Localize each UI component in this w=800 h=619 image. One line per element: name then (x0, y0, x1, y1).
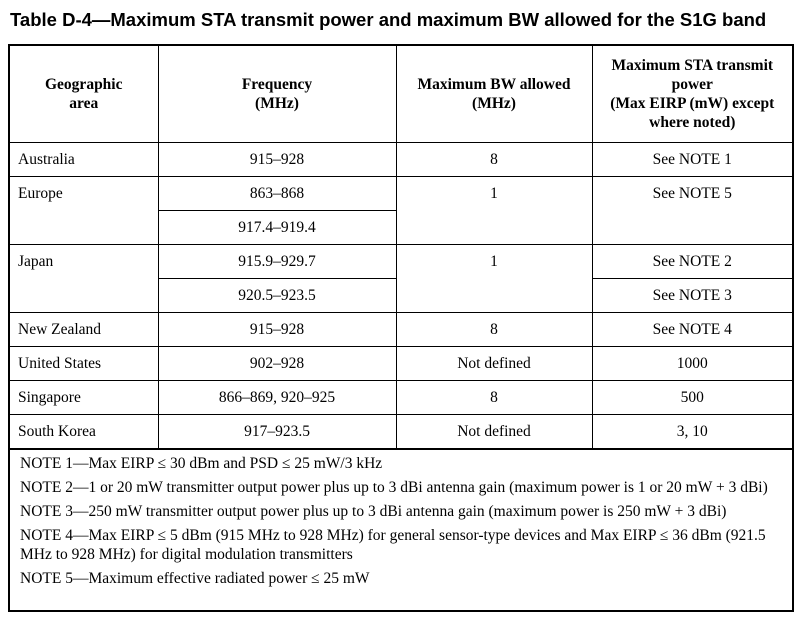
cell-power: See NOTE 3 (592, 279, 792, 313)
cell-power: 500 (592, 381, 792, 415)
header-max-bw: Maximum BW allowed (MHz) (396, 46, 592, 143)
cell-area: Japan (10, 245, 158, 313)
cell-bw: 8 (396, 313, 592, 347)
cell-power: 3, 10 (592, 415, 792, 450)
table-row-australia (10, 143, 792, 177)
cell-bw: 8 (396, 143, 592, 177)
cell-area: United States (10, 347, 158, 381)
table-row-united-states (10, 347, 792, 381)
cell-frequency: 915–928 (158, 313, 396, 347)
cell-frequency: 915–928 (158, 143, 396, 177)
table-row-singapore (10, 381, 792, 415)
cell-power: See NOTE 4 (592, 313, 792, 347)
s1g-power-table (10, 46, 792, 450)
header-row (10, 46, 792, 143)
note-2: NOTE 2—1 or 20 mW transmitter output power plus up to 3 dBi antenna gain (maximum power is 1 or 20 mW + 3 dBi) (20, 479, 768, 496)
cell-power: See NOTE 5 (592, 177, 792, 245)
note-3: NOTE 3—250 mW transmitter output power plus up to 3 dBi antenna gain (maximum power is 250 mW + 3 dBi) (20, 503, 727, 520)
cell-area: South Korea (10, 415, 158, 450)
cell-area: New Zealand (10, 313, 158, 347)
cell-area: Australia (10, 143, 158, 177)
cell-frequency: 902–928 (158, 347, 396, 381)
cell-frequency: 917.4–919.4 (158, 211, 396, 245)
note-5: NOTE 5—Maximum effective radiated power ≤ 25 mW (20, 570, 370, 587)
header-max-power: Maximum STA transmit power (Max EIRP (mW) except where noted) (592, 46, 792, 143)
table-row-south-korea (10, 415, 792, 450)
cell-area: Europe (10, 177, 158, 245)
cell-area: Singapore (10, 381, 158, 415)
cell-frequency: 920.5–923.5 (158, 279, 396, 313)
cell-power: See NOTE 1 (592, 143, 792, 177)
table-row-europe (10, 177, 792, 211)
header-geographic-area: Geographic area (10, 46, 158, 143)
cell-frequency: 917–923.5 (158, 415, 396, 450)
cell-bw: 1 (396, 245, 592, 313)
cell-power: See NOTE 2 (592, 245, 792, 279)
cell-power: 1000 (592, 347, 792, 381)
table-row-new-zealand (10, 313, 792, 347)
table-caption: Table D-4—Maximum STA transmit power and maximum BW allowed for the S1G band (10, 9, 767, 30)
note-4: NOTE 4—Max EIRP ≤ 5 dBm (915 MHz to 928 MHz) for general sensor-type devices and Max EIRP ≤ 36 dBm (921.5 MHz to 928 MHz) for digital modulation transmitters (20, 527, 766, 563)
cell-bw: Not defined (396, 347, 592, 381)
table-row-japan (10, 245, 792, 279)
header-frequency: Frequency (MHz) (158, 46, 396, 143)
cell-frequency: 915.9–929.7 (158, 245, 396, 279)
table-frame (8, 44, 794, 612)
note-1: NOTE 1—Max EIRP ≤ 30 dBm and PSD ≤ 25 mW/3 kHz (20, 455, 383, 472)
cell-bw: 1 (396, 177, 592, 245)
cell-bw: Not defined (396, 415, 592, 450)
cell-frequency: 863–868 (158, 177, 396, 211)
cell-bw: 8 (396, 381, 592, 415)
table-notes (10, 450, 792, 588)
cell-frequency: 866–869, 920–925 (158, 381, 396, 415)
